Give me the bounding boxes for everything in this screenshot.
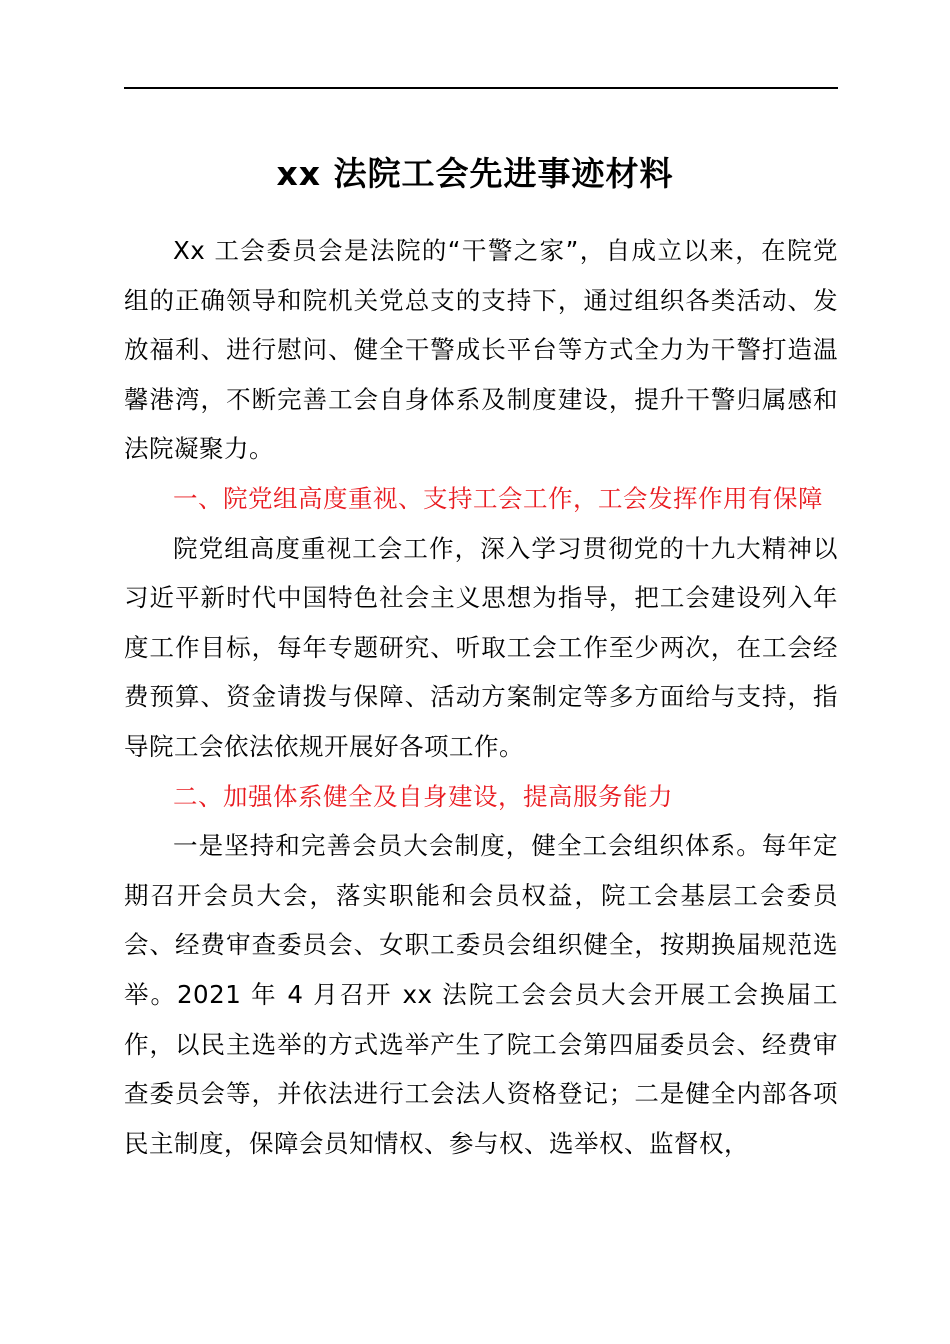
section-2-paragraph: 一是坚持和完善会员大会制度，健全工会组织体系。每年定期召开会员大会，落实职能和会员权益，院工会基层工会委员会、经费审查委员会、女职工委员会组织健全，按期换届规范选举。2021 年 4 月召开 xx 法院工会会员大会开展工会换届工作，以民主选举的方式选举产生了院工会第四届委员会、经费审查委员会等，并依法进行工会法人资格登记；二是健全内部各项民主制度，保障会员知情权、参与权、选举权、监督权，: [124, 831, 838, 1158]
intro-paragraph: Xx 工会委员会是法院的“干警之家”，自成立以来，在院党组的正确领导和院机关党总支的支持下，通过组织各类活动、发放福利、进行慰问、健全干警成长平台等方式全力为干警打造温馨港湾，不断完善工会自身体系及制度建设，提升干警归属感和法院凝聚力。: [124, 236, 838, 464]
section-heading-1: 一、院党组高度重视、支持工会工作，工会发挥作用有保障: [173, 483, 823, 513]
section-1-paragraph: 院党组高度重视工会工作，深入学习贯彻党的十九大精神以习近平新时代中国特色社会主义思想为指导，把工会建设列入年度工作目标，每年专题研究、听取工会工作至少两次，在工会经费预算、资金请拨与保障、活动方案制定等多方面给与支持，指导院工会依法依规开展好各项工作。: [124, 533, 838, 761]
section-heading-2: 二、加强体系健全及自身建设，提高服务能力: [173, 781, 673, 811]
header-rule: [124, 87, 838, 89]
document-title: xx 法院工会先进事迹材料: [276, 154, 674, 193]
document-body: [124, 226, 838, 1168]
